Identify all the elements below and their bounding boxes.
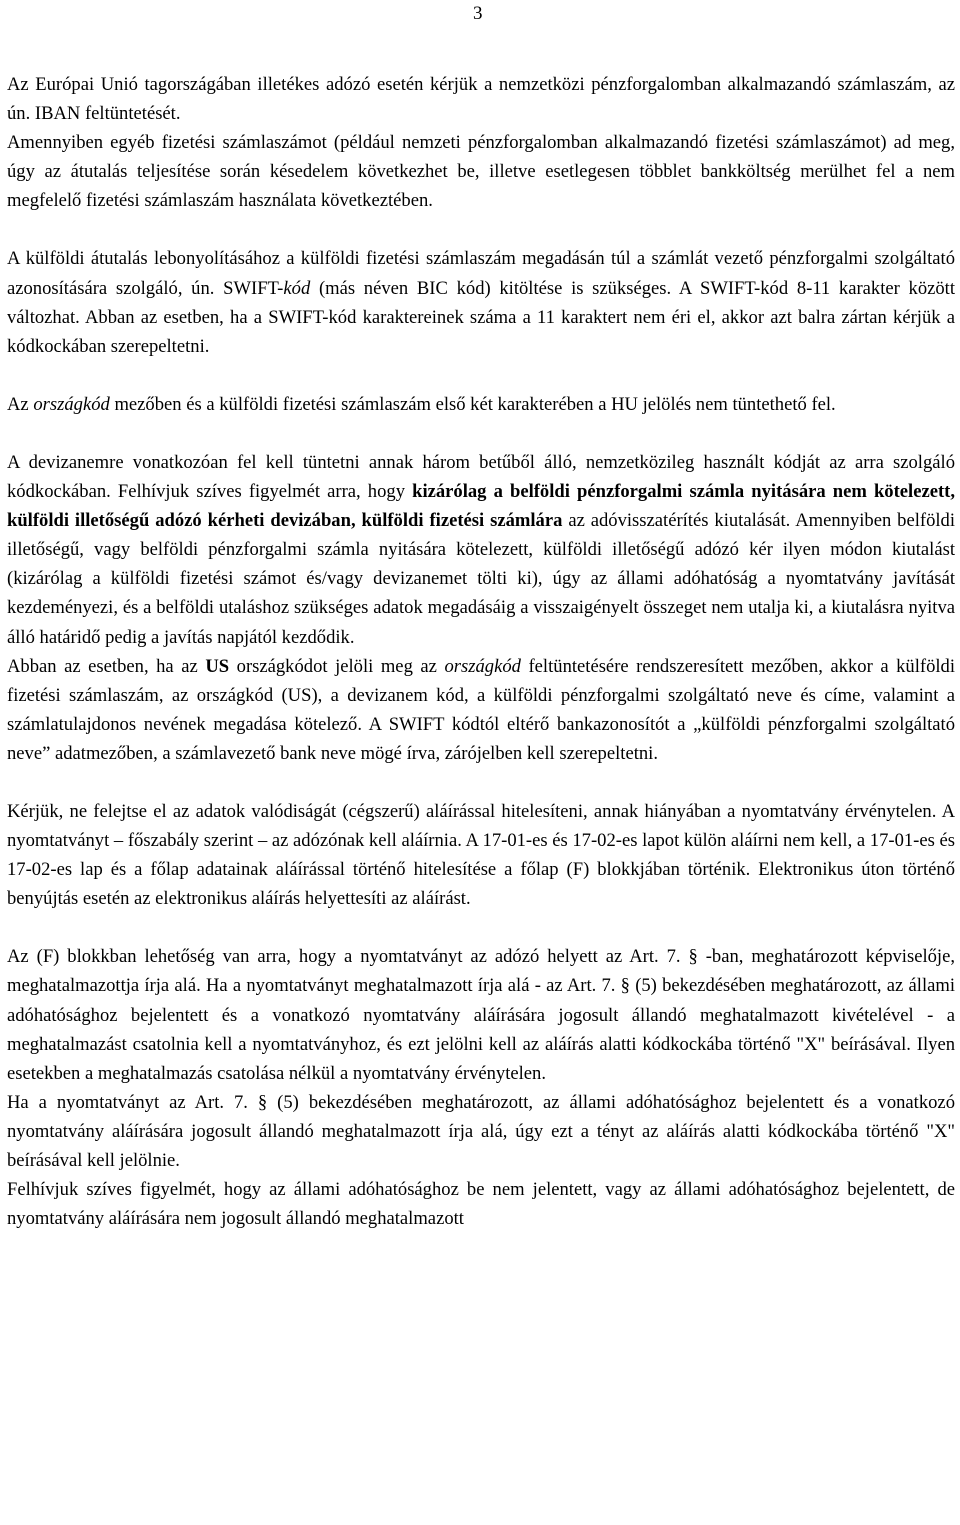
paragraph-permanent-agent: Ha a nyomtatványt az Art. 7. § (5) bekezdésében meghatározott, az állami adóhatósághoz bejelentett és a vonatkozó nyomtatvány aláírására jogosult állandó meghatalmazott írja alá, úgy ezt a tényt az aláírás alatti kódkockába történő "X" beírásával kell jelölnie. [7,1091,955,1171]
paragraph-us-text-3: feltüntetésére rendszeresített mezőben, akkor a külföldi fizetési számlaszám, az országkód (US), a devizanem kód, a külföldi pénzforgalmi szolgáltató neve és címe, valamint a számlatulajdonos nevének megadása kötelező. A SWIFT kódtól eltérő bankazonosítót a „külföldi pénzforgalmi szolgáltató neve” adatmezőben, a számlavezető bank neve mögé írva, zárójelben kell szerepeltetni. [7,655,956,764]
paragraph-currency-text-1: A devizanemre vonatkozóan fel kell tüntetni annak három betűből álló, nemzetközileg használt kódját az arra szolgáló kódkockában. Felhívjuk szíves figyelmét arra, hogy [7,451,955,503]
paragraph-country-code-text-1: Az [7,393,34,415]
paragraph-country-code [7,390,955,419]
paragraph-swift-text-1: A külföldi átutalás lebonyolításához a külföldi fizetési számlaszám megadásán túl a számlát vezető pénzforgalmi szolgáltató azonosítására szolgáló, ún. SWIFT- [7,248,955,299]
document-body [7,70,955,1233]
paragraph-swift-text-2: (más néven BIC kód) kitöltése is szükséges. A SWIFT-kód 8-11 karakter között változhat. Abban az esetben, ha a SWIFT-kód karaktereinek száma a 11 karaktert nem éri el, akkor azt balra zártan kérjük a kódkockában szerepeltetni. [7,277,956,357]
paragraph-signature: Kérjük, ne felejtse el az adatok valódiságát (cégszerű) aláírással hitelesíteni, annak hiányában a nyomtatvány érvénytelen. A nyomtatványt – főszabály szerint – az adózónak kell aláírnia. A 17-01-es és 17-02-es lapot külön aláírni nem kell, a 17-01-es és 17-02-es lap és a főlap adatainak aláírással történő hitelesítése a főlap (F) blokkjában történik. Elektronikus úton történő benyújtás esetén az elektronikus aláírás helyettesíti az aláírást. [7,800,955,910]
paragraph-us [7,652,955,768]
paragraph-swift-italic: kód [283,277,311,299]
paragraph-notice: Felhívjuk szíves figyelmét, hogy az állami adóhatósághoz be nem jelentett, vagy az állami adóhatósághoz bejelentett, de nyomtatvány aláírására nem jogosult állandó meghatalmazott [7,1179,955,1230]
paragraph-block-f: Az (F) blokkban lehetőség van arra, hogy a nyomtatványt az adózó helyett az Art. 7. § -ban, meghatározott képviselője, meghatalmazottja írja alá. Ha a nyomtatványt meghatalmazott írja alá - az Art. 7. § (5) bekezdésében meghatározott, az állami adóhatósághoz bejelentett és a vonatkozó nyomtatvány aláírására jogosult állandó meghatalmazott kivételével - a meghatalmazást csatolnia kell a nyomtatványhoz, és ezt jelölni kell az aláírás alatti kódkockába történő "X" beírásával. Ilyen esetekben a meghatalmazás csatolása nélkül a nyomtatvány érvénytelen. [7,946,955,1084]
paragraph-us-text-1: Abban az esetben, ha az [7,655,206,677]
paragraph-us-bold: US [205,655,230,677]
paragraph-us-italic: országkód [444,655,521,677]
page-number: 3 [473,3,483,24]
paragraph-country-code-text-2: mezőben és a külföldi fizetési számlaszám első két karakterében a HU jelölés nem tüntethető fel. [109,393,836,415]
paragraph-country-code-italic: országkód [33,393,110,415]
paragraph-currency-text-2: az adóvisszatérítés kiutalását. Amennyiben belföldi illetőségű, vagy belföldi pénzforgalmi számla nyitására kötelezett, külföldi illetőségű adózó kér ilyen módon kiutalást (kizárólag a külföldi fizetési számot és/vagy devizanemet tölti ki), úgy az állami adóhatóság a nyomtatvány javítását kezdeményezi, és a belföldi utaláshoz szükséges adatok megadásáig a visszaigényelt összeget nem utalja ki, a kiutalásra nyitva álló határidő pedig a javítás napjától kezdődik. [7,510,955,648]
paragraph-other-account: Amennyiben egyéb fizetési számlaszámot (például nemzeti pénzforgalomban alkalmazandó fizetési számlaszámot) ad meg, úgy az átutalás teljesítése során késedelem következhet be, illetve esetlegesen többlet bankköltség merülhet fel a nem megfelelő fizetési számlaszám használata következtében. [7,132,955,212]
paragraph-us-text-2: országkódot jelöli meg az [229,655,445,677]
paragraph-iban: Az Európai Unió tagországában illetékes adózó esetén kérjük a nemzetközi pénzforgalomban alkalmazandó számlaszám, az ún. IBAN feltüntetését. [7,74,955,125]
paragraph-currency-bold: kizárólag a belföldi pénzforgalmi számla nyitására nem kötelezett, külföldi illetőségű adózó kérheti devizában, külföldi fizetési számlára [7,481,955,532]
paragraph-currency [7,448,955,652]
paragraph-swift [7,244,955,360]
